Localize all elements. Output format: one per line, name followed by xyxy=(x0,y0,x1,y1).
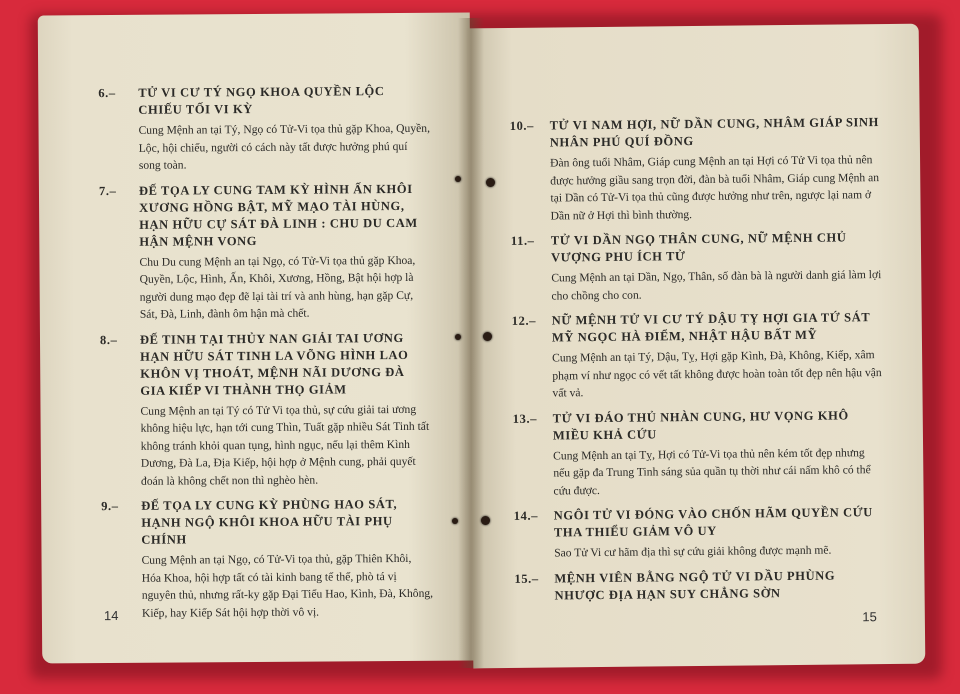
page-number-left: 14 xyxy=(103,607,119,624)
page-number-right: 15 xyxy=(862,609,877,625)
entry-12 xyxy=(512,309,883,402)
entry-body: Cung Mệnh an tại Tý, Ngọ có Tử-Vi tọa thủ gặp Khoa, Quyền, Lộc, hội chiếu, người có cách này tất được hưởng phú quí song toàn. xyxy=(138,121,431,172)
left-page xyxy=(38,12,475,663)
entry-number: 8.– xyxy=(99,332,118,347)
entry-body: Sao Tử Vi cư hãm địa thì sự cứu giải không được mạnh mẽ. xyxy=(554,543,832,560)
entry-title: ĐẾ TINH TẠI THỦY NAN GIẢI TAI ƯƠNG HẠN HỮU SÁT TINH LA VÕNG HÌNH LAO KHÔN VỊ THOÁT, MỆNH NÃI DƯƠNG ĐÀ GIA KIẾP VI THÀNH THỌ GIẢM xyxy=(139,330,409,398)
entry-title: MỆNH VIÊN BẰNG NGỘ TỬ VI DẦU PHÙNG NHƯỢC ĐỊA HẠN SUY CHẲNG SỜN xyxy=(554,568,836,602)
right-page-content xyxy=(510,114,885,612)
left-page-content xyxy=(98,83,434,630)
entry-body: Đàn ông tuổi Nhâm, Giáp cung Mệnh an tại Hợi có Tử Vi tọa thủ nên được hưởng giầu sang trọn đời, đàn bà tuổi Nhâm, Giáp cung Mệnh an tại Dần có Tử-Vi tọa thủ cũng được hưởng như trên, ngược lại nam ở Dần nữ ở Hợi thì bình thường. xyxy=(550,153,880,223)
entry-number: 14.– xyxy=(513,508,539,523)
entry-number: 9.– xyxy=(101,498,119,514)
entry-title: NỮ MỆNH TỬ VI CƯ TÝ DẬU TỴ HỢI GIA TỨ SÁT MỸ NGỌC HÀ ĐIỂM, NHẬT HẬU BẤT MỸ xyxy=(551,310,871,345)
entry-body: Chu Du cung Mệnh an tại Ngọ, có Tử-Vi tọa thủ gặp Khoa, Quyền, Lộc, Hình, Ấn, Khôi, Xương, Hồng, Bật hội hợp là người dung mạo đẹp đẽ lại tài trí và anh hùng, hạn gặp Cự, Sát, Đà, Linh, đành ôm hận mà chết. xyxy=(139,253,416,321)
entry-6 xyxy=(98,83,431,175)
binding-hole xyxy=(452,518,458,524)
entry-number: 10.– xyxy=(509,118,535,133)
entry-body: Cung Mệnh an tại Tý, Dậu, Tỵ, Hợi gặp Kình, Đà, Không, Kiếp, xâm phạm ví như ngọc có vết tất không được hoàn toàn tốt đẹp nên hậu vận vất vả. xyxy=(552,348,882,400)
entry-14 xyxy=(514,504,885,562)
entry-title: TỬ VI CƯ TÝ NGỌ KHOA QUYỀN LỘC CHIẾU TỐI VI KỲ xyxy=(138,84,385,117)
entry-number: 12.– xyxy=(511,313,537,328)
entry-8 xyxy=(100,329,433,490)
entry-title: TỬ VI DẦN NGỌ THÂN CUNG, NỮ MỆNH CHỦ VƯỢNG PHU ÍCH TỬ xyxy=(550,230,847,265)
entry-13 xyxy=(513,407,884,500)
entry-10 xyxy=(510,114,881,225)
entry-number: 13.– xyxy=(512,411,538,426)
entry-title: ĐẾ TỌA LY CUNG TAM KỲ HÌNH ẤN KHÔI XƯƠNG HỒNG BẬT, MỸ MẠO TÀI HÙNG, HẠN HỮU CỰ SÁT ĐÀ LINH : CHU DU CAM HẬN MỆNH VONG xyxy=(138,181,418,249)
entry-15 xyxy=(514,567,884,605)
entry-9 xyxy=(101,496,434,622)
book-gutter xyxy=(458,18,484,668)
entry-number: 7.– xyxy=(98,183,117,198)
entry-11 xyxy=(511,229,882,305)
entry-body: Cung Mệnh an tại Tý có Tử Vi tọa thủ, sự cứu giải tai ương không hiệu lực, hạn tới cung Thìn, Tuất gặp nhiều Sát Tinh tất không tránh khỏi quan tụng, hình ngục, nếu lại thêm Kình Dương, Đà La, Địa Kiếp, hội hợp ở Mệnh cung, phải quyết đoán là không chết non thì nghèo hèn. xyxy=(140,402,430,488)
entry-title: TỬ VI ĐÁO THỦ NHÀN CUNG, HƯ VỌNG KHÔ MIỀU KHẢ CỨU xyxy=(552,407,849,443)
entry-number: 15.– xyxy=(514,571,539,586)
entry-title: NGÔI TỬ VI ĐÓNG VÀO CHỐN HÃM QUYỀN CỨU THA THIỂU GIẢM VÔ UY xyxy=(553,505,873,540)
entry-body: Cung Mệnh an tại Ngọ, có Tử-Vi tọa thủ, gặp Thiên Khôi, Hóa Khoa, hội hợp tất có tài kinh bang tế thế, phò tá vị nguyên thủ, nhưng rất-ky gặp Đại Tiểu Hao, Kình, Đà, Không, Kiếp, hay Kiếp Sát hội hợp thời vô vị. xyxy=(141,551,434,620)
entry-title: ĐẾ TỌA LY CUNG KỲ PHÙNG HAO SÁT, HẠNH NGỘ KHÔI KHOA HỮU TÀI PHỤ CHÍNH xyxy=(141,497,398,547)
binding-hole xyxy=(455,176,461,182)
binding-hole xyxy=(486,178,495,187)
entry-body: Cung Mệnh an tại Tỵ, Hợi có Tử-Vi tọa thủ nên kém tốt đẹp nhưng nếu gặp đa Trung Tinh sáng sủa quần tụ thời như cái nấm khô có thể cứu được. xyxy=(553,445,871,497)
entry-number: 6.– xyxy=(98,85,116,101)
binding-hole xyxy=(481,516,490,525)
entry-body: Cung Mệnh an tại Dần, Ngọ, Thân, số đàn bà là người danh giá làm lợi cho chồng cho con. xyxy=(551,268,882,303)
right-page xyxy=(467,24,926,669)
binding-hole xyxy=(455,334,461,340)
entry-number: 11.– xyxy=(510,233,535,248)
binding-hole xyxy=(483,332,492,341)
entry-title: TỬ VI NAM HỢI, NỮ DẦN CUNG, NHÂM GIÁP SINH NHÂN PHÚ QUÍ ĐỒNG xyxy=(549,115,880,150)
entry-7 xyxy=(99,180,432,323)
